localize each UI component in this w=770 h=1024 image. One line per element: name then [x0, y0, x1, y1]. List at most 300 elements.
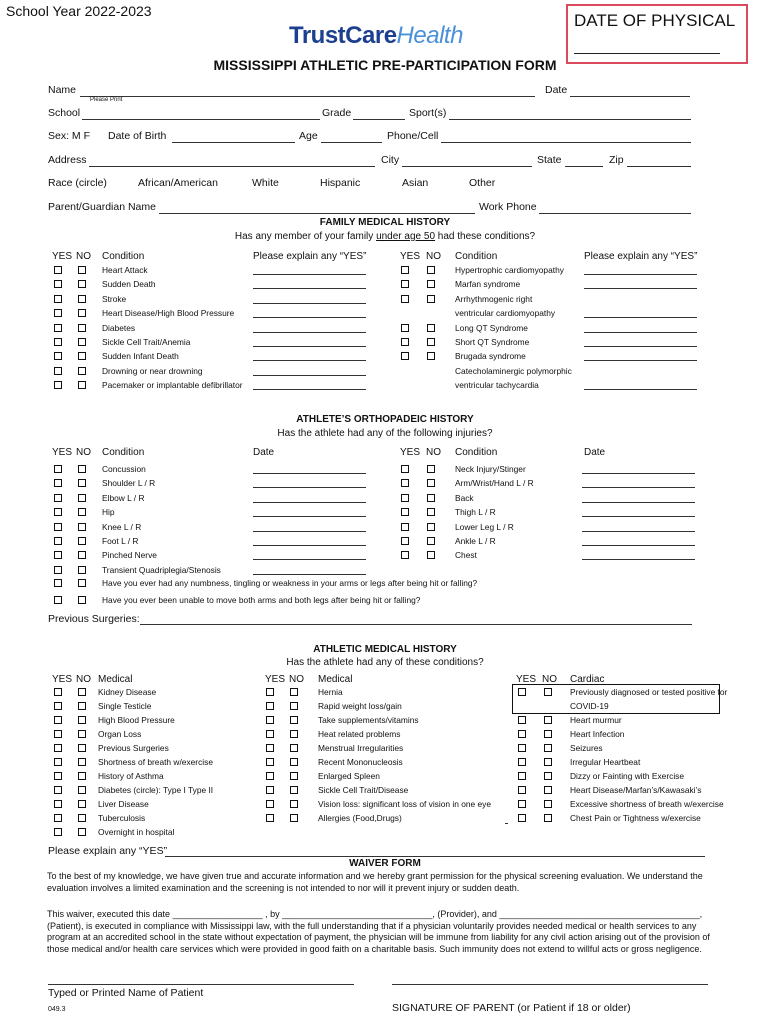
waiver-paragraph-2: This waiver, executed this date __________________ , by ______________________________, (Provider), and ________________________________________, (Patient), is executed in compliance with Mississippi law, with the full understanding that if a physician voluntarily provides needed medical or health services to any program at an accredited school in the state without expectation of payment, the physician will be immune from liability for any civil action arising out of the provision of those medical and/or health care services which were provided in good faith on a charitable basis. Such immunity does not extend to willful acts or gross negligence.: [47, 909, 710, 954]
checkbox-no[interactable]: [78, 381, 86, 389]
checkbox-yes[interactable]: [54, 479, 62, 487]
checkbox-no[interactable]: [290, 716, 298, 724]
checkbox-yes[interactable]: [518, 730, 526, 738]
state-field[interactable]: [565, 166, 603, 167]
checkbox-no[interactable]: [544, 744, 552, 752]
athletic-medical-item: Allergies (Food,Drugs): [318, 813, 402, 823]
checkbox-yes[interactable]: [401, 537, 409, 545]
checkbox-yes[interactable]: [54, 772, 62, 780]
city-field[interactable]: [402, 166, 532, 167]
checkbox-no[interactable]: [427, 324, 435, 332]
checkbox-yes[interactable]: [401, 266, 409, 274]
checkbox-no[interactable]: [78, 295, 86, 303]
form-title: MISSISSIPPI ATHLETIC PRE-PARTICIPATION FORM: [213, 57, 557, 73]
form-number: 049.3: [48, 1006, 66, 1013]
athletic-medical-item: Previous Surgeries: [98, 743, 169, 753]
date-field[interactable]: [582, 559, 695, 560]
explain-field[interactable]: [253, 332, 366, 333]
date-field[interactable]: [570, 96, 690, 97]
checkbox-no[interactable]: [427, 551, 435, 559]
family-condition-item: Drowning or near drowning: [102, 365, 203, 376]
phone-label: Phone/Cell: [387, 130, 439, 142]
checkbox-no[interactable]: [78, 688, 86, 696]
checkbox-yes[interactable]: [54, 494, 62, 502]
athletic-medical-item: Liver Disease: [98, 799, 149, 809]
checkbox-yes[interactable]: [266, 744, 274, 752]
checkbox-yes[interactable]: [266, 688, 274, 696]
checkbox-no[interactable]: [427, 479, 435, 487]
zip-field[interactable]: [627, 166, 691, 167]
checkbox-no[interactable]: [427, 523, 435, 531]
checkbox-yes[interactable]: [54, 579, 62, 587]
checkbox-no[interactable]: [78, 280, 86, 288]
previous-surgeries-label: Previous Surgeries:: [48, 613, 140, 625]
athletic-cardiac-item: Seizures: [570, 743, 603, 753]
date-field[interactable]: [582, 487, 695, 488]
family-condition-item: Pacemaker or implantable defibrillator: [102, 380, 243, 391]
checkbox-yes[interactable]: [266, 800, 274, 808]
explain-field[interactable]: [253, 274, 366, 275]
checkbox-yes[interactable]: [266, 702, 274, 710]
yes-header: YES: [400, 251, 421, 262]
checkbox-yes[interactable]: [54, 596, 62, 604]
explain-field[interactable]: [253, 288, 366, 289]
grade-field[interactable]: [353, 119, 405, 120]
numbness-question: Have you ever had any numbness, tingling or weakness in your arms or legs after being hit or falling?: [102, 578, 478, 588]
paralysis-question: Have you ever been unable to move both arms and both legs after being hit or falling?: [102, 595, 421, 605]
checkbox-no[interactable]: [78, 596, 86, 604]
date-field[interactable]: [253, 545, 366, 546]
date-field[interactable]: [253, 516, 366, 517]
date-of-physical-box: [566, 4, 748, 64]
checkbox-no[interactable]: [78, 324, 86, 332]
checkbox-yes[interactable]: [401, 523, 409, 531]
athletic-explain-field[interactable]: [165, 856, 705, 857]
no-header: NO: [76, 447, 91, 458]
family-condition-item: Stroke: [102, 293, 127, 304]
checkbox-yes[interactable]: [54, 338, 62, 346]
date-of-physical-label: DATE OF PHYSICAL: [574, 11, 736, 30]
checkbox-no[interactable]: [78, 730, 86, 738]
date-field[interactable]: [253, 502, 366, 503]
checkbox-yes[interactable]: [518, 814, 526, 822]
yes-header: YES: [52, 447, 73, 458]
checkbox-yes[interactable]: [401, 551, 409, 559]
date-field[interactable]: [582, 473, 695, 474]
ortho-history-subtitle: Has the athlete had any of the following injuries?: [277, 428, 493, 439]
explain-field[interactable]: [253, 346, 366, 347]
checkbox-no[interactable]: [427, 494, 435, 502]
race-option[interactable]: White: [252, 177, 279, 189]
checkbox-yes[interactable]: [266, 786, 274, 794]
checkbox-no[interactable]: [78, 828, 86, 836]
ortho-condition-item: Chest: [455, 550, 477, 561]
family-condition-item: Arrhythmogenic right: [455, 293, 533, 304]
explain-field[interactable]: [584, 360, 697, 361]
ortho-condition-item: Pinched Nerve: [102, 550, 157, 561]
checkbox-no[interactable]: [78, 744, 86, 752]
checkbox-no[interactable]: [544, 800, 552, 808]
date-field[interactable]: [582, 502, 695, 503]
waiver-title: WAIVER FORM: [349, 858, 421, 869]
checkbox-no[interactable]: [78, 814, 86, 822]
athletic-medical-item: Menstrual Irregularities: [318, 743, 404, 753]
no-header: NO: [426, 251, 441, 262]
checkbox-no[interactable]: [427, 352, 435, 360]
checkbox-no[interactable]: [290, 758, 298, 766]
explain-field[interactable]: [584, 389, 697, 390]
work-phone-field[interactable]: [539, 213, 691, 214]
checkbox-no[interactable]: [78, 566, 86, 574]
checkbox-no[interactable]: [544, 814, 552, 822]
no-header: NO: [76, 251, 91, 262]
checkbox-no[interactable]: [78, 508, 86, 516]
checkbox-yes[interactable]: [54, 758, 62, 766]
checkbox-yes[interactable]: [54, 814, 62, 822]
checkbox-yes[interactable]: [518, 688, 526, 696]
date-field[interactable]: [253, 559, 366, 560]
sports-field[interactable]: [449, 119, 691, 120]
athletic-cardiac-item: Excessive shortness of breath w/exercise: [570, 799, 724, 809]
yes-header: YES: [265, 674, 286, 685]
family-condition-item: Catecholaminergic polymorphic: [455, 365, 572, 376]
checkbox-yes[interactable]: [401, 338, 409, 346]
checkbox-no[interactable]: [78, 309, 86, 317]
race-option[interactable]: Asian: [402, 177, 429, 189]
checkbox-yes[interactable]: [54, 537, 62, 545]
ortho-condition-item: Hip: [102, 507, 115, 518]
please-print-hint: Please Print: [90, 97, 123, 103]
checkbox-yes[interactable]: [266, 772, 274, 780]
checkbox-no[interactable]: [78, 758, 86, 766]
checkbox-no[interactable]: [78, 772, 86, 780]
ortho-condition-item: Shoulder L / R: [102, 478, 156, 489]
date-field[interactable]: [582, 531, 695, 532]
date-header: Date: [253, 447, 275, 458]
condition-header: Condition: [455, 447, 498, 458]
ortho-condition-item: Foot L / R: [102, 536, 139, 546]
checkbox-yes[interactable]: [54, 551, 62, 559]
checkbox-yes[interactable]: [401, 295, 409, 303]
family-condition-item: Marfan syndrome: [455, 279, 521, 290]
explain-header: Please explain any “YES”: [584, 251, 698, 262]
family-history-subtitle: Has any member of your family under age 50 had these conditions?: [234, 231, 536, 242]
checkbox-yes[interactable]: [54, 688, 62, 696]
checkbox-no[interactable]: [427, 537, 435, 545]
athletic-explain-label: Please explain any “YES”: [48, 845, 168, 857]
checkbox-yes[interactable]: [518, 772, 526, 780]
explain-field[interactable]: [584, 288, 697, 289]
ortho-condition-item: Elbow L / R: [102, 492, 145, 503]
family-condition-item: Heart Attack: [102, 265, 148, 275]
date-of-physical-field[interactable]: [574, 53, 720, 54]
explain-field[interactable]: [584, 274, 697, 275]
family-condition-item: Sudden Infant Death: [102, 351, 179, 362]
checkbox-no[interactable]: [78, 786, 86, 794]
checkbox-yes[interactable]: [518, 744, 526, 752]
school-field[interactable]: [82, 119, 320, 120]
checkbox-no[interactable]: [78, 352, 86, 360]
family-condition-item: Long QT Syndrome: [455, 322, 528, 333]
athletic-medical-item: Kidney Disease: [98, 687, 157, 697]
family-condition-item: Diabetes: [102, 322, 136, 333]
athletic-medical-item: Organ Loss: [98, 729, 142, 739]
phone-field[interactable]: [441, 142, 691, 143]
date-field[interactable]: [253, 574, 366, 575]
age-label: Age: [299, 130, 318, 142]
typed-name-label: Typed or Printed Name of Patient: [48, 987, 204, 999]
checkbox-no[interactable]: [78, 579, 86, 587]
no-header: NO: [426, 447, 441, 458]
family-condition-item: Sickle Cell Trait/Anemia: [102, 337, 191, 347]
checkbox-no[interactable]: [544, 716, 552, 724]
checkbox-no[interactable]: [78, 800, 86, 808]
checkbox-no[interactable]: [78, 367, 86, 375]
checkbox-no[interactable]: [290, 814, 298, 822]
checkbox-yes[interactable]: [401, 324, 409, 332]
checkbox-no[interactable]: [544, 758, 552, 766]
name-field[interactable]: [80, 96, 535, 97]
checkbox-yes[interactable]: [518, 786, 526, 794]
explain-field[interactable]: [584, 332, 697, 333]
checkbox-yes[interactable]: [518, 800, 526, 808]
date-field[interactable]: [253, 531, 366, 532]
checkbox-no[interactable]: [290, 800, 298, 808]
school-label: School: [48, 107, 81, 119]
athletic-history-title: ATHLETIC MEDICAL HISTORY: [313, 644, 457, 655]
date-label: Date: [545, 84, 568, 96]
athletic-cardiac-item: Heart Infection: [570, 729, 625, 739]
guardian-field[interactable]: [159, 213, 475, 214]
explain-field[interactable]: [584, 317, 697, 318]
patient-name-field[interactable]: [48, 984, 354, 985]
checkbox-no[interactable]: [290, 702, 298, 710]
checkbox-yes[interactable]: [54, 800, 62, 808]
sex-label: Sex: M F: [48, 130, 91, 142]
checkbox-yes[interactable]: [54, 508, 62, 516]
checkbox-no[interactable]: [290, 730, 298, 738]
ortho-condition-item: Lower Leg L / R: [455, 521, 514, 532]
athletic-medical-item: Take supplements/vitamins: [318, 715, 419, 725]
ortho-history-title: ATHLETE’S ORTHOPADEIC HISTORY: [296, 414, 474, 425]
checkbox-yes[interactable]: [54, 566, 62, 574]
no-header: NO: [76, 674, 91, 685]
athletic-medical-item: Enlarged Spleen: [318, 771, 380, 781]
athletic-history-subtitle: Has the athlete had any of these conditions?: [286, 657, 484, 668]
checkbox-yes[interactable]: [54, 367, 62, 375]
checkbox-no[interactable]: [290, 744, 298, 752]
checkbox-yes[interactable]: [54, 744, 62, 752]
condition-header: Condition: [455, 251, 498, 262]
checkbox-no[interactable]: [78, 338, 86, 346]
checkbox-no[interactable]: [427, 465, 435, 473]
yes-header: YES: [52, 674, 73, 685]
checkbox-no[interactable]: [290, 772, 298, 780]
no-header: NO: [542, 674, 557, 685]
checkbox-no[interactable]: [427, 280, 435, 288]
explain-field[interactable]: [253, 303, 366, 304]
family-condition-item: ventricular cardiomyopathy: [455, 308, 556, 319]
no-header: NO: [289, 674, 304, 685]
athletic-medical-item: History of Asthma: [98, 771, 164, 781]
race-option[interactable]: Other: [469, 177, 496, 189]
dob-field[interactable]: [172, 142, 295, 143]
age-field[interactable]: [321, 142, 382, 143]
family-condition-item: Heart Disease/High Blood Pressure: [102, 308, 235, 319]
date-field[interactable]: [253, 487, 366, 488]
checkbox-yes[interactable]: [266, 716, 274, 724]
ortho-condition-item: Concussion: [102, 464, 146, 474]
checkbox-yes[interactable]: [54, 352, 62, 360]
athletic-medical-item: Rapid weight loss/gain: [318, 701, 402, 711]
ortho-condition-item: Thigh L / R: [455, 507, 496, 518]
date-field[interactable]: [253, 473, 366, 474]
checkbox-yes[interactable]: [401, 280, 409, 288]
sports-label: Sport(s): [409, 107, 447, 119]
ortho-condition-item: Neck Injury/Stinger: [455, 464, 526, 474]
previous-surgeries-field[interactable]: [140, 624, 692, 625]
family-condition-item: ventricular tachycardia: [455, 380, 539, 391]
explain-field[interactable]: [253, 360, 366, 361]
checkbox-yes[interactable]: [54, 523, 62, 531]
race-option[interactable]: Hispanic: [320, 177, 361, 189]
checkbox-yes[interactable]: [54, 295, 62, 303]
grade-label: Grade: [322, 107, 352, 119]
work-phone-label: Work Phone: [479, 201, 537, 213]
date-header: Date: [584, 447, 606, 458]
date-field[interactable]: [582, 516, 695, 517]
checkbox-no[interactable]: [78, 537, 86, 545]
checkbox-yes[interactable]: [54, 280, 62, 288]
athletic-medical-item: Single Testicle: [98, 701, 152, 711]
checkbox-yes[interactable]: [54, 324, 62, 332]
medical-header: Medical: [318, 674, 353, 685]
checkbox-yes[interactable]: [266, 730, 274, 738]
checkbox-yes[interactable]: [266, 758, 274, 766]
checkbox-no[interactable]: [544, 786, 552, 794]
explain-header: Please explain any “YES”: [253, 251, 367, 262]
checkbox-no[interactable]: [544, 688, 552, 696]
checkbox-yes[interactable]: [266, 814, 274, 822]
ortho-condition-item: Transient Quadriplegia/Stenosis: [102, 564, 221, 575]
athletic-medical-item: Diabetes (circle): Type I Type II: [98, 785, 214, 795]
checkbox-yes[interactable]: [54, 716, 62, 724]
checkbox-no[interactable]: [427, 295, 435, 303]
school-year: School Year 2022-2023: [6, 3, 152, 19]
zip-label: Zip: [609, 154, 624, 166]
race-label: Race (circle): [48, 177, 107, 189]
race-option[interactable]: African/American: [138, 177, 218, 189]
checkbox-yes[interactable]: [54, 266, 62, 274]
address-field[interactable]: [89, 166, 375, 167]
explain-field[interactable]: [253, 389, 366, 390]
family-condition-item: Hypertrophic cardiomyopathy: [455, 265, 564, 275]
dob-label: Date of Birth: [108, 130, 167, 142]
explain-field[interactable]: [584, 346, 697, 347]
name-label: Name: [48, 84, 77, 96]
checkbox-yes[interactable]: [54, 786, 62, 794]
athletic-medical-item: Recent Mononucleosis: [318, 757, 403, 767]
athletic-medical-item: Sickle Cell Trait/Disease: [318, 785, 409, 795]
checkbox-yes[interactable]: [54, 702, 62, 710]
athletic-cardiac-item: Heart murmur: [570, 715, 622, 725]
athletic-medical-item: Vision loss: significant loss of vision in one eye: [318, 799, 492, 809]
checkbox-yes[interactable]: [54, 465, 62, 473]
checkbox-yes[interactable]: [401, 494, 409, 502]
yes-header: YES: [52, 251, 73, 262]
waiver-paragraph-1: To the best of my knowledge, we have given true and accurate information and we hereby grant permission for the physical screening evaluation. We understand the evaluation involves a limited examination and the screening is not intended to nor will it prevent injury or sudden death.: [47, 871, 703, 893]
checkbox-no[interactable]: [78, 494, 86, 502]
guardian-label: Parent/Guardian Name: [48, 201, 156, 213]
date-field[interactable]: [582, 545, 695, 546]
checkbox-yes[interactable]: [401, 352, 409, 360]
checkbox-no[interactable]: [544, 772, 552, 780]
athletic-cardiac-item: Chest Pain or Tightness w/exercise: [570, 813, 701, 823]
address-label: Address: [48, 154, 87, 166]
trustcare-logo: TrustCareHealth: [289, 22, 463, 49]
athletic-cardiac-item: COVID-19: [570, 701, 609, 711]
allergies-field-end: [505, 823, 508, 824]
checkbox-yes[interactable]: [54, 309, 62, 317]
athletic-cardiac-item: Irregular Heartbeat: [570, 757, 641, 767]
checkbox-no[interactable]: [544, 730, 552, 738]
checkbox-yes[interactable]: [518, 716, 526, 724]
checkbox-no[interactable]: [290, 688, 298, 696]
state-label: State: [537, 154, 562, 166]
ortho-condition-item: Ankle L / R: [455, 536, 496, 546]
cardiac-header: Cardiac: [570, 674, 605, 685]
checkbox-yes[interactable]: [401, 508, 409, 516]
checkbox-no[interactable]: [78, 266, 86, 274]
checkbox-no[interactable]: [427, 338, 435, 346]
checkbox-no[interactable]: [290, 786, 298, 794]
yes-header: YES: [516, 674, 537, 685]
checkbox-no[interactable]: [78, 465, 86, 473]
condition-header: Condition: [102, 447, 145, 458]
signature-label: SIGNATURE OF PARENT (or Patient if 18 or older): [392, 1002, 631, 1014]
athletic-cardiac-item: Previously diagnosed or tested positive for: [570, 687, 728, 697]
family-condition-item: Brugada syndrome: [455, 351, 526, 362]
athletic-medical-item: Shortness of breath w/exercise: [98, 757, 213, 767]
ortho-condition-item: Arm/Wrist/Hand L / R: [455, 478, 534, 489]
medical-header: Medical: [98, 674, 133, 685]
athletic-medical-item: Overnight in hospital: [98, 827, 175, 837]
explain-field[interactable]: [253, 375, 366, 376]
city-label: City: [381, 154, 400, 166]
family-history-title: FAMILY MEDICAL HISTORY: [319, 217, 451, 228]
checkbox-yes[interactable]: [401, 479, 409, 487]
ortho-condition-item: Back: [455, 492, 474, 503]
checkbox-no[interactable]: [78, 702, 86, 710]
signature-field[interactable]: [392, 984, 708, 985]
checkbox-yes[interactable]: [54, 730, 62, 738]
checkbox-no[interactable]: [78, 479, 86, 487]
checkbox-no[interactable]: [78, 523, 86, 531]
checkbox-no[interactable]: [427, 508, 435, 516]
athletic-medical-item: Hernia: [318, 687, 343, 697]
checkbox-no[interactable]: [78, 716, 86, 724]
athletic-cardiac-item: Dizzy or Fainting with Exercise: [570, 771, 685, 781]
checkbox-yes[interactable]: [54, 828, 62, 836]
athletic-medical-item: High Blood Pressure: [98, 715, 175, 725]
checkbox-yes[interactable]: [54, 381, 62, 389]
checkbox-yes[interactable]: [518, 758, 526, 766]
explain-field[interactable]: [253, 317, 366, 318]
ortho-condition-item: Knee L / R: [102, 521, 142, 532]
checkbox-no[interactable]: [78, 551, 86, 559]
checkbox-yes[interactable]: [401, 465, 409, 473]
checkbox-no[interactable]: [427, 266, 435, 274]
